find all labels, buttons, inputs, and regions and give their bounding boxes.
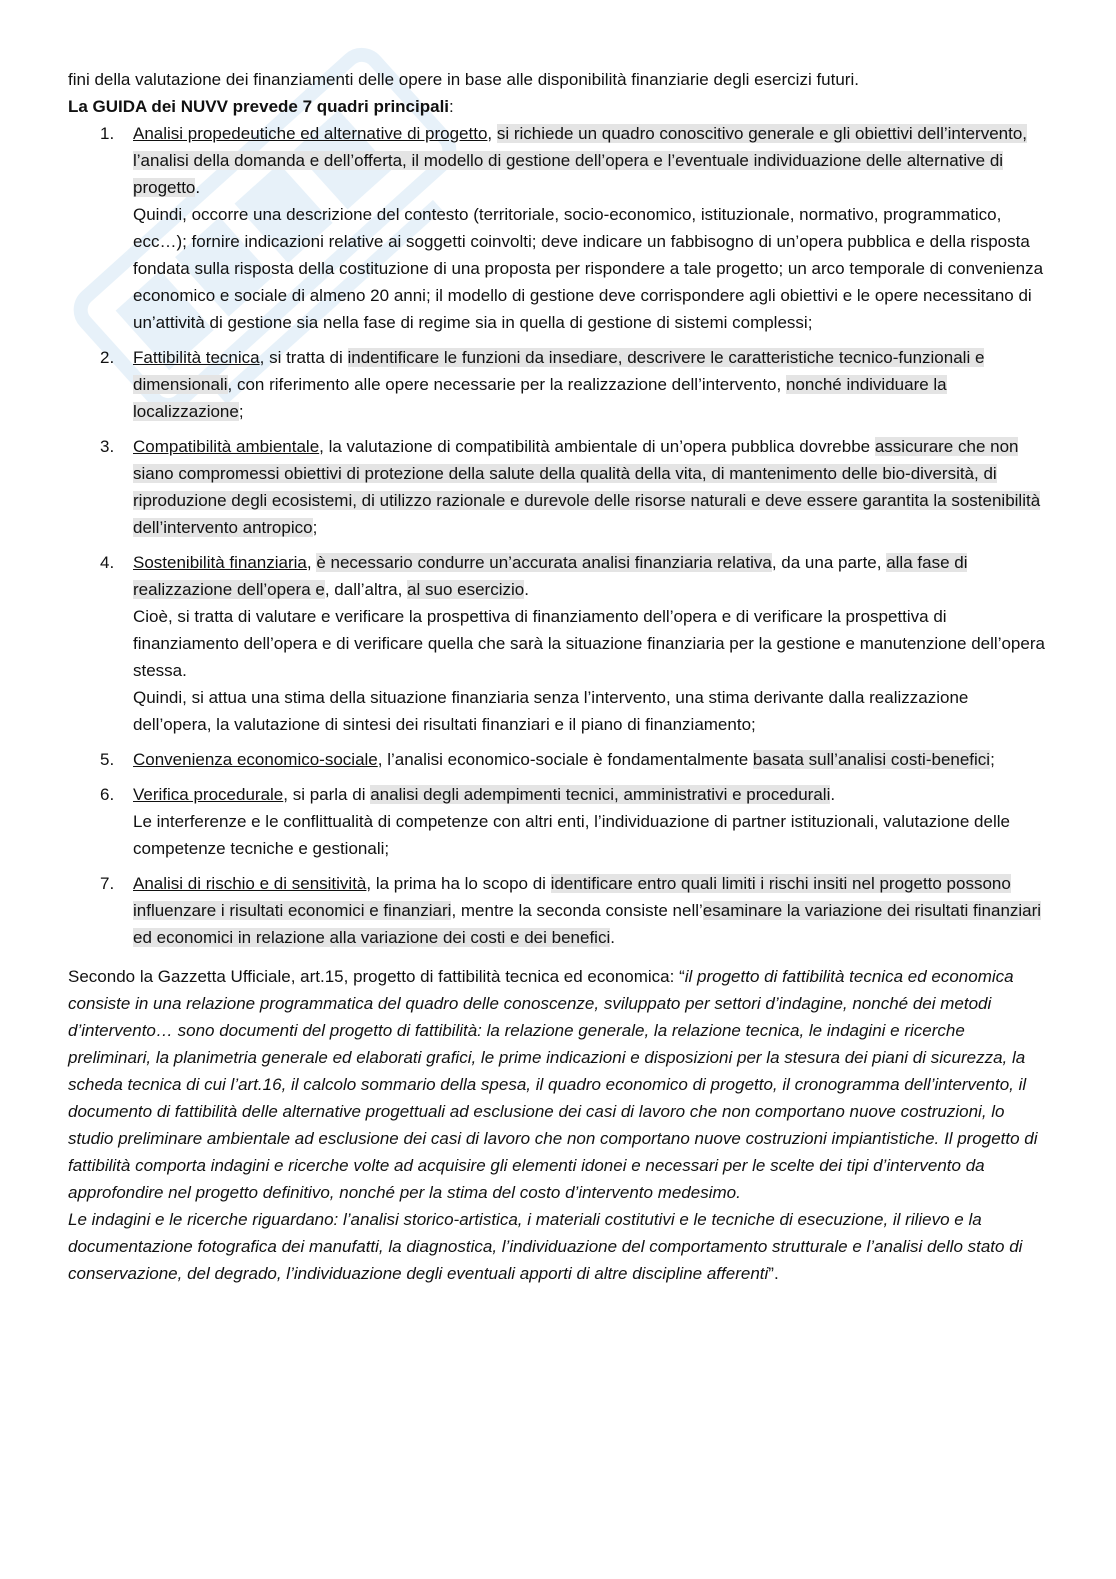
- item-title: Sostenibilità finanziaria: [133, 553, 307, 572]
- item-title: Convenienza economico-sociale: [133, 750, 378, 769]
- list-item: 4. Sostenibilità finanziaria, è necessario condurre un’accurata analisi finanziaria relativa, da una parte, alla fase di realizzazione dell’opera e, dall’altra, al suo esercizio. Cioè, si tratta di valutare e verificare la prospettiva di finanziamento dell’opera e di verificare la prospettiva di finanziamento dell’opera e di verificare quella che sarà la situazione finanziaria per la gestione e manutenzione dell’opera stessa. Quindi, si attua una stima della situazione finanziaria senza l’intervento, una stima derivante dalla realizzazione dell’opera, la valutazione di sintesi dei risultati finanziari e il piano di finanziamento;: [68, 549, 1048, 738]
- highlighted-text: indentificare le funzioni da insediare, descrivere le caratteristiche tecnico-funzionali e dimensionali: [133, 348, 985, 394]
- item-extra: Quindi, si attua una stima della situazione finanziaria senza l’intervento, una stima derivante dalla realizzazione dell’opera, la valutazione di sintesi dei risultati finanziari e il piano di finanziamento;: [133, 688, 969, 734]
- item-number: 7.: [100, 874, 115, 893]
- highlighted-text: analisi degli adempimenti tecnici, amministrativi e procedurali: [370, 785, 831, 804]
- highlighted-text: si richiede un quadro conoscitivo generale e gli obiettivi dell’intervento, l’analisi della domanda e dell’offerta, il modello di gestione dell’opera e l’eventuale individuazione delle alternative di progetto: [133, 124, 1028, 197]
- item-number: 6.: [100, 785, 115, 804]
- list-item: 2. Fattibilità tecnica, si tratta di indentificare le funzioni da insediare, descrivere le caratteristiche tecnico-funzionali e dimensionali, con riferimento alle opere necessarie per la realizzazione dell’intervento, nonché individuare la localizzazione;: [68, 344, 1048, 425]
- list-item: 6. Verifica procedurale, si parla di analisi degli adempimenti tecnici, amministrativi e procedurali. Le interferenze e le conflittualità di competenze con altri enti, l’individuazione di partner istituzionali, valutazione delle competenze tecniche e gestionali;: [68, 781, 1048, 862]
- item-number: 1.: [100, 124, 115, 143]
- list-item: 7. Analisi di rischio e di sensitività, la prima ha lo scopo di identificare entro quali limiti i rischi insiti nel progetto possono influenzare i risultati economici e finanziari, mentre la seconda consiste nell’esaminare la variazione dei risultati finanziari ed economici in relazione alla variazione dei costi e dei benefici.: [68, 870, 1048, 951]
- highlighted-text: esaminare la variazione dei risultati finanziari ed economici in relazione alla variazione dei costi e dei benefici: [133, 901, 1042, 947]
- list-item: 3. Compatibilità ambientale, la valutazione di compatibilità ambientale di un’opera pubblica dovrebbe assicurare che non siano compromessi obiettivi di protezione della salute della qualità della vita, di mantenimento delle bio-diversità, di riproduzione degli ecosistemi, di utilizzo razionale e durevole delle risorse naturali e deve essere garantita la sostenibilità dell’intervento antropico;: [68, 433, 1048, 541]
- quote-italic: il progetto di fattibilità tecnica ed economica consiste in una relazione programmatica del quadro delle conoscenze, sviluppato per settori d’indagine, nonché dei metodi d’intervento… sono documenti del progetto di fattibilità: la relazione generale, la relazione tecnica, le indagini e ricerche preliminari, la planimetria generale ed elaborati grafici, le prime indicazioni e disposizioni per la stesura dei piani di sicurezza, la scheda tecnica di cui l’art.16, il calcolo sommario della spesa, il quadro economico di progetto, il cronogramma dell’intervento, il documento di fattibilità delle alternative progettuali ad esclusione dei casi di lavoro che non comportano nuove costruzioni, lo studio preliminare ambientale ad esclusione dei casi di lavoro che non comportano nuove costruzioni impiantistiche. Il progetto di fattibilità comporta indagini e ricerche volte ad acquisire gli elementi idonei e necessari per le scelte dei tipi d’intervento da approfondire nel progetto definitivo, nonché per la stima del costo d’intervento medesimo.: [68, 967, 1038, 1202]
- gazzetta-quote-continued: Le indagini e le ricerche riguardano: l’analisi storico-artistica, i materiali costitutivi e le tecniche di esecuzione, il rilievo e la documentazione fotografica dei manufatti, la diagnostica, l’individuazione del comportamento strutturale e l’analisi dello stato di conservazione, del degrado, l’individuazione degli eventuali apporti di altre discipline afferenti”.: [68, 1210, 1023, 1283]
- list-item: 5. Convenienza economico-sociale, l’analisi economico-sociale è fondamentalmente basata sull’analisi costi-benefici;: [68, 746, 1048, 773]
- heading-suffix: :: [449, 97, 454, 116]
- item-title: Analisi di rischio e di sensitività: [133, 874, 367, 893]
- item-extra: Cioè, si tratta di valutare e verificare la prospettiva di finanziamento dell’opera e di verificare la prospettiva di finanziamento dell’opera e di verificare quella che sarà la situazione finanziaria per la gestione e manutenzione dell’opera stessa.: [133, 607, 1045, 680]
- item-number: 4.: [100, 553, 115, 572]
- closing-paragraph: [68, 963, 1048, 1287]
- quote-italic: Le indagini e le ricerche riguardano: l’analisi storico-artistica, i materiali costitutivi e le tecniche di esecuzione, il rilievo e la documentazione fotografica dei manufatti, la diagnostica, l’individuazione del comportamento strutturale e l’analisi dello stato di conservazione, del degrado, l’individuazione degli eventuali apporti di altre discipline afferenti: [68, 1210, 1023, 1283]
- section-heading: [68, 93, 1048, 120]
- highlighted-text: alla fase di realizzazione dell’opera e: [133, 553, 968, 599]
- item-title: Fattibilità tecnica: [133, 348, 260, 367]
- quadri-list: [68, 120, 1048, 951]
- highlighted-text: al suo esercizio: [407, 580, 525, 599]
- item-number: 2.: [100, 348, 115, 367]
- item-number: 3.: [100, 437, 115, 456]
- gazzetta-quote: Secondo la Gazzetta Ufficiale, art.15, progetto di fattibilità tecnica ed economica: “il progetto di fattibilità tecnica ed economica consiste in una relazione programmatica del quadro delle conoscenze, sviluppato per settori d’indagine, nonché dei metodi d’intervento… sono documenti del progetto di fattibilità: la relazione generale, la relazione tecnica, le indagini e ricerche preliminari, la planimetria generale ed elaborati grafici, le prime indicazioni e disposizioni per la stesura dei piani di sicurezza, la scheda tecnica di cui l’art.16, il calcolo sommario della spesa, il quadro economico di progetto, il cronogramma dell’intervento, il documento di fattibilità delle alternative progettuali ad esclusione dei casi di lavoro che non comportano nuove costruzioni, lo studio preliminare ambientale ad esclusione dei casi di lavoro che non comportano nuove costruzioni impiantistiche. Il progetto di fattibilità comporta indagini e ricerche volte ad acquisire gli elementi idonei e necessari per le scelte dei tipi d’intervento da approfondire nel progetto definitivo, nonché per la stima del costo d’intervento medesimo.: [68, 967, 1038, 1202]
- list-item: 1. Analisi propedeutiche ed alternative di progetto, si richiede un quadro conoscitivo generale e gli obiettivi dell’intervento, l’analisi della domanda e dell’offerta, il modello di gestione dell’opera e l’eventuale individuazione delle alternative di progetto. Quindi, occorre una descrizione del contesto (territoriale, socio-economico, istituzionale, normativo, programmatico, ecc…); fornire indicazioni relative ai soggetti coinvolti; deve indicare un fabbisogno di un’opera pubblica e della risposta fondata sulla risposta della costituzione di una proposta per rispondere a tale progetto; un arco temporale di convenienza economico e sociale di almeno 20 anni; il modello di gestione deve corrispondere agli obiettivi e le opere necessitano di un’attività di gestione sia nella fase di regime sia in quella di gestione di sistemi complessi;: [68, 120, 1048, 336]
- highlighted-text: basata sull’analisi costi-benefici: [752, 750, 991, 769]
- heading-bold: La GUIDA dei NUVV prevede 7 quadri principali: [68, 97, 450, 116]
- highlighted-text: è necessario condurre un’accurata analisi finanziaria relativa: [316, 553, 772, 572]
- item-title: Verifica procedurale: [133, 785, 284, 804]
- document-page: [68, 66, 1048, 1287]
- highlighted-text: assicurare che non siano compromessi obiettivi di protezione della salute della qualità della vita, di mantenimento delle bio-diversità, di riproduzione degli ecosistemi, di utilizzo razionale e durevole delle risorse naturali e deve essere garantita la sostenibilità dell’intervento antropico: [133, 437, 1041, 537]
- item-title: Compatibilità ambientale: [133, 437, 320, 456]
- item-number: 5.: [100, 750, 115, 769]
- intro-line: fini della valutazione dei finanziamenti delle opere in base alle disponibilità finanziarie degli esercizi futuri.: [68, 70, 859, 89]
- item-extra: Quindi, occorre una descrizione del contesto (territoriale, socio-economico, istituzionale, normativo, programmatico, ecc…); fornire indicazioni relative ai soggetti coinvolti; deve indicare un fabbisogno di un’opera pubblica e della risposta fondata sulla risposta della costituzione di una proposta per rispondere a tale progetto; un arco temporale di convenienza economico e sociale di almeno 20 anni; il modello di gestione deve corrispondere agli obiettivi e le opere necessitano di un’attività di gestione sia nella fase di regime sia in quella di gestione di sistemi complessi;: [133, 205, 1044, 332]
- item-title: Analisi propedeutiche ed alternative di progetto: [133, 124, 488, 143]
- highlighted-text: nonché individuare la localizzazione: [133, 375, 947, 421]
- item-extra: Le interferenze e le conflittualità di competenze con altri enti, l’individuazione di partner istituzionali, valutazione delle competenze tecniche e gestionali;: [133, 812, 1010, 858]
- highlighted-text: identificare entro quali limiti i rischi insiti nel progetto possono influenzare i risultati economici e finanziari: [133, 874, 1011, 920]
